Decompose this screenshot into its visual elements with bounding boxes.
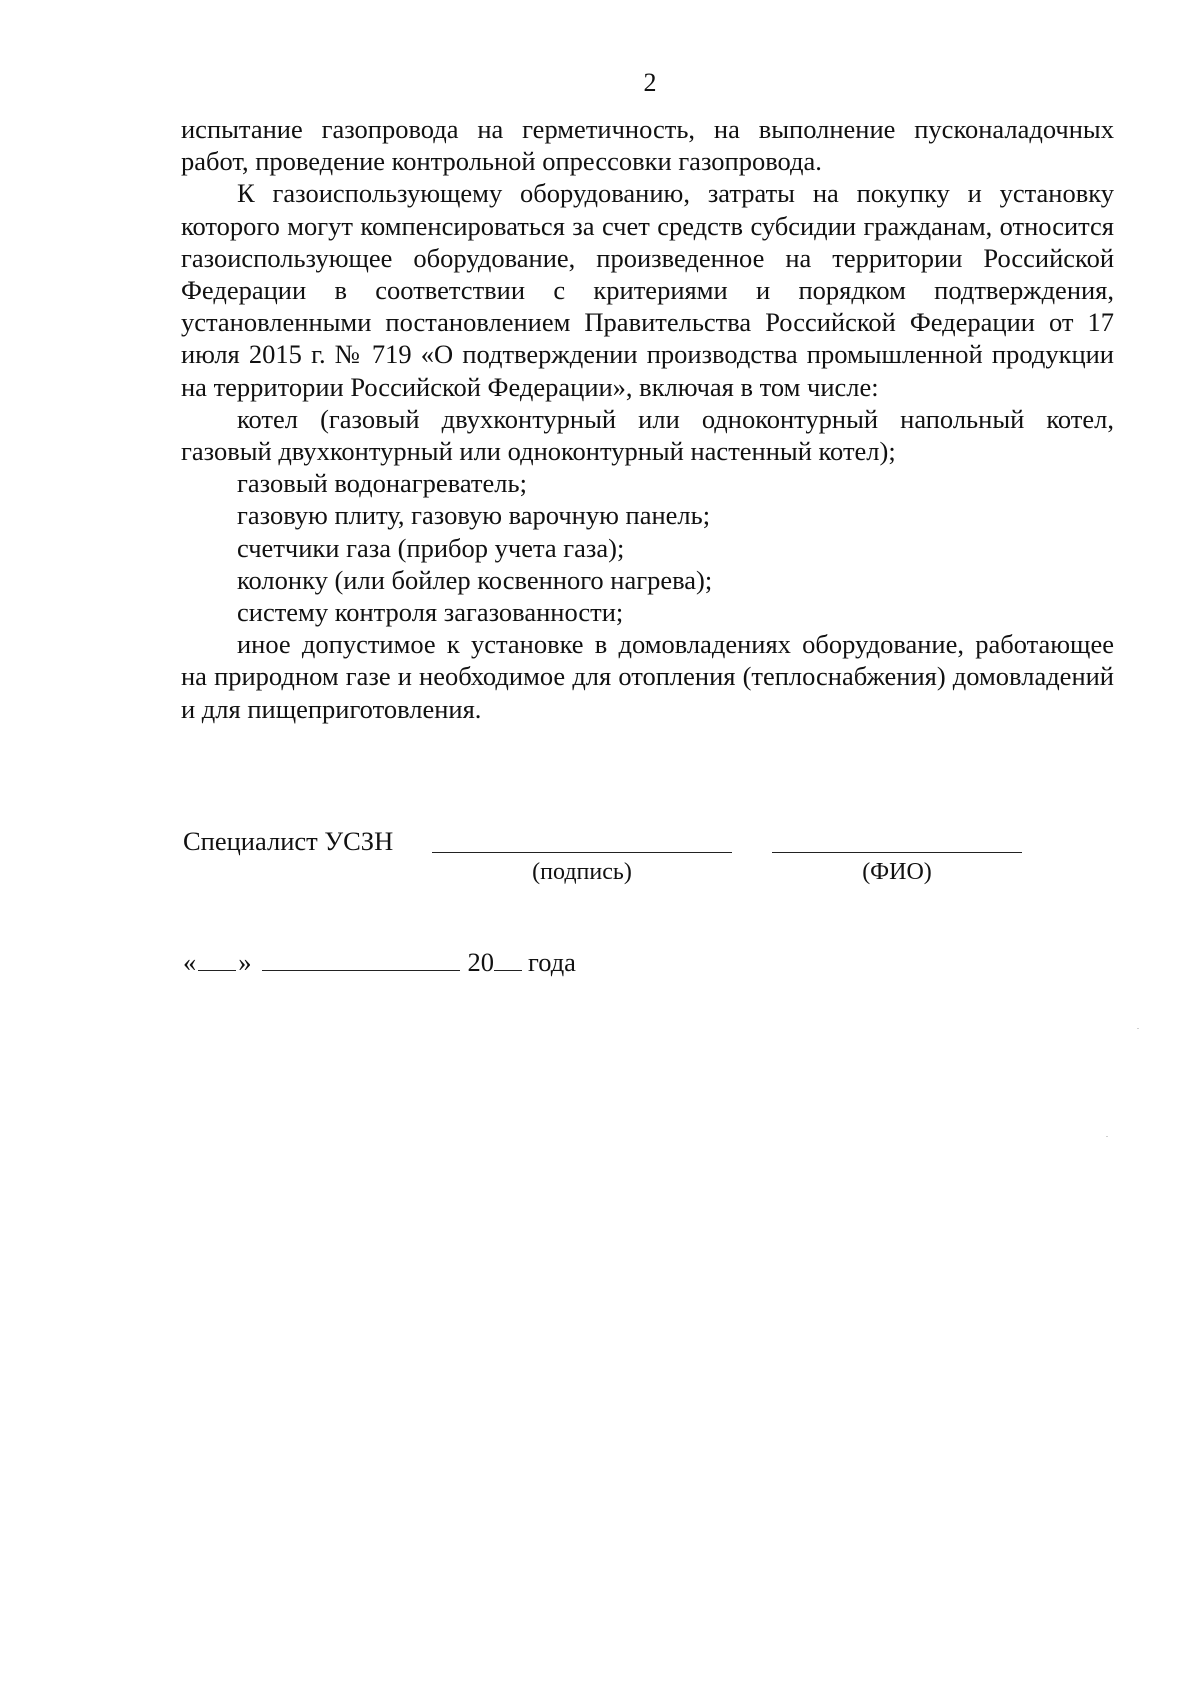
list-item-gas-stove: газовую плиту, газовую варочную панель; <box>237 500 711 531</box>
list-item-gas-meter: счетчики газа (прибор учета газа); <box>237 532 625 563</box>
date-line <box>183 946 576 978</box>
list-item-other-equipment: иное допустимое к установке в домовладениях оборудование, работающее на природном газе и необходимое для отопления (теплоснабжения) домовладений и для пищеприготовления. <box>181 629 1114 724</box>
date-open-quote: « <box>183 947 197 977</box>
year-blank <box>494 948 522 971</box>
document-body <box>181 113 1114 725</box>
name-line <box>772 852 1022 853</box>
page-number: 2 <box>643 68 657 97</box>
day-blank <box>198 948 236 971</box>
specialist-label: Специалист УСЗН <box>183 826 394 856</box>
scan-speck <box>1137 1028 1139 1029</box>
paragraph-equipment-definition: К газоиспользующему оборудованию, затраты на покупку и установку которого могут компенсироваться за счет средств субсидии гражданам, относится газоиспользующее оборудование, произведенное на территории Российской Федерации в соответствии с критериями и порядком подтверждения, установленными постановлением Правительства Российской Федерации от 17 июля 2015 г. № 719 «О подтверждении производства промышленной продукции на территории Российской Федерации», включая в том числе: <box>181 178 1114 402</box>
list-item-column: колонку (или бойлер косвенного нагрева); <box>237 564 713 595</box>
year-prefix: 20 <box>467 947 494 977</box>
list-item-boiler: котел (газовый двухконтурный или одноконтурный напольный котел, газовый двухконтурный или одноконтурный настенный котел); <box>181 403 1114 467</box>
list-item-gas-control: систему контроля загазованности; <box>237 597 624 628</box>
list-item-water-heater: газовый водонагреватель; <box>237 468 527 499</box>
paragraph-continuation: испытание газопровода на герметичность, на выполнение пусконаладочных работ, проведение контрольной опрессовки газопровода. <box>181 114 1114 177</box>
signature-caption: (подпись) <box>532 859 632 885</box>
scan-speck <box>1106 1136 1108 1137</box>
year-word: года <box>528 947 576 977</box>
date-close-quote: » <box>238 947 252 977</box>
month-blank <box>262 948 460 971</box>
signature-line <box>432 852 732 853</box>
name-caption: (ФИО) <box>862 859 932 885</box>
